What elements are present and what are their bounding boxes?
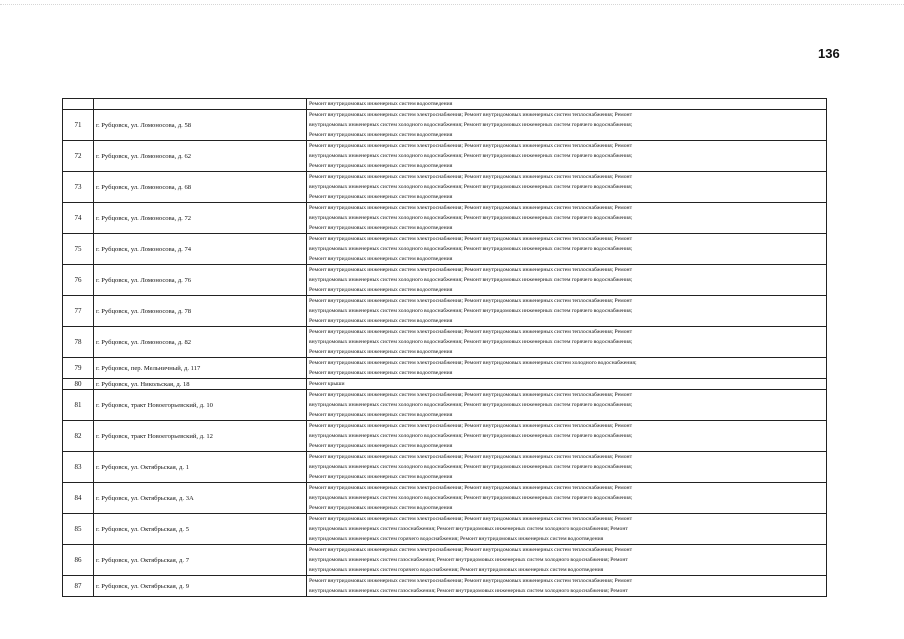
table-row	[63, 421, 827, 452]
work-line: Ремонт внутридомовых инженерных систем водоотведения	[309, 225, 453, 231]
work-line: Ремонт внутридомовых инженерных систем водоотведения	[309, 101, 453, 107]
work-line: внутридомовых инженерных систем холодного водоснабжения; Ремонт внутридомовых инженерных систем горячего водоснабжения;	[309, 402, 633, 408]
row-address: г. Рубцовск, тракт Новоегорьевский, д. 12	[94, 421, 307, 452]
row-number: 77	[63, 296, 94, 327]
row-address: г. Рубцовск, ул. Ломоносова, д. 58	[94, 110, 307, 141]
row-address: г. Рубцовск, ул. Никольская, д. 18	[94, 379, 307, 390]
work-line: внутридомовых инженерных систем холодного водоснабжения; Ремонт внутридомовых инженерных систем горячего водоснабжения;	[309, 339, 633, 345]
table-row	[63, 390, 827, 421]
work-line: Ремонт внутридомовых инженерных систем водоотведения	[309, 256, 453, 262]
row-work-types	[307, 327, 827, 358]
row-work-types	[307, 234, 827, 265]
work-line: внутридомовых инженерных систем холодного водоснабжения; Ремонт внутридомовых инженерных систем горячего водоснабжения;	[309, 308, 633, 314]
row-address: г. Рубцовск, ул. Октябрьская, д. 1	[94, 452, 307, 483]
work-line: внутридомовых инженерных систем холодного водоснабжения; Ремонт внутридомовых инженерных систем горячего водоснабжения;	[309, 122, 633, 128]
work-line: Ремонт внутридомовых инженерных систем водоотведения	[309, 443, 453, 449]
row-number: 80	[63, 379, 94, 390]
work-line: Ремонт крыши	[309, 381, 345, 387]
row-address: г. Рубцовск, ул. Ломоносова, д. 68	[94, 172, 307, 203]
table-body	[63, 99, 827, 597]
row-work-types	[307, 452, 827, 483]
work-line: Ремонт внутридомовых инженерных систем электроснабжения; Ремонт внутридомовых инженерных систем теплоснабжения; Ремонт	[309, 329, 633, 335]
row-number: 82	[63, 421, 94, 452]
work-line: внутридомовых инженерных систем холодного водоснабжения; Ремонт внутридомовых инженерных систем горячего водоснабжения;	[309, 433, 633, 439]
work-line: внутридомовых инженерных систем газоснабжения; Ремонт внутридомовых инженерных систем холодного водоснабжения; Ремонт	[309, 557, 628, 563]
work-line: Ремонт внутридомовых инженерных систем электроснабжения; Ремонт внутридомовых инженерных систем теплоснабжения; Ремонт	[309, 578, 633, 584]
work-line: Ремонт внутридомовых инженерных систем электроснабжения; Ремонт внутридомовых инженерных систем теплоснабжения; Ремонт	[309, 392, 633, 398]
row-work-types	[307, 576, 827, 597]
work-line: Ремонт внутридомовых инженерных систем электроснабжения; Ремонт внутридомовых инженерных систем теплоснабжения; Ремонт	[309, 298, 633, 304]
row-number: 87	[63, 576, 94, 597]
row-work-types	[307, 110, 827, 141]
work-line: внутридомовых инженерных систем горячего водоснабжения; Ремонт внутридомовых инженерных систем водоотведения	[309, 567, 604, 573]
row-number: 81	[63, 390, 94, 421]
row-number: 83	[63, 452, 94, 483]
table-row	[63, 296, 827, 327]
work-line: внутридомовых инженерных систем газоснабжения; Ремонт внутридомовых инженерных систем холодного водоснабжения; Ремонт	[309, 526, 628, 532]
row-work-types	[307, 99, 827, 110]
work-line: Ремонт внутридомовых инженерных систем электроснабжения; Ремонт внутридомовых инженерных систем теплоснабжения; Ремонт	[309, 236, 633, 242]
row-address: г. Рубцовск, ул. Ломоносова, д. 62	[94, 141, 307, 172]
row-work-types	[307, 296, 827, 327]
work-line: Ремонт внутридомовых инженерных систем водоотведения	[309, 505, 453, 511]
row-address: г. Рубцовск, ул. Ломоносова, д. 82	[94, 327, 307, 358]
work-line: внутридомовых инженерных систем холодного водоснабжения; Ремонт внутридомовых инженерных систем горячего водоснабжения;	[309, 495, 633, 501]
work-line: Ремонт внутридомовых инженерных систем водоотведения	[309, 194, 453, 200]
work-line: внутридомовых инженерных систем холодного водоснабжения; Ремонт внутридомовых инженерных систем горячего водоснабжения;	[309, 184, 633, 190]
table-row	[63, 99, 827, 110]
work-line: внутридомовых инженерных систем холодного водоснабжения; Ремонт внутридомовых инженерных систем горячего водоснабжения;	[309, 464, 633, 470]
work-line: Ремонт внутридомовых инженерных систем электроснабжения; Ремонт внутридомовых инженерных систем теплоснабжения; Ремонт	[309, 112, 633, 118]
table-row	[63, 452, 827, 483]
table-row	[63, 545, 827, 576]
row-work-types	[307, 514, 827, 545]
work-line: Ремонт внутридомовых инженерных систем электроснабжения; Ремонт внутридомовых инженерных систем теплоснабжения; Ремонт	[309, 485, 633, 491]
row-address: г. Рубцовск, ул. Ломоносова, д. 76	[94, 265, 307, 296]
scan-top-edge	[0, 4, 904, 7]
work-line: Ремонт внутридомовых инженерных систем водоотведения	[309, 474, 453, 480]
work-line: Ремонт внутридомовых инженерных систем водоотведения	[309, 370, 453, 376]
work-line: Ремонт внутридомовых инженерных систем водоотведения	[309, 287, 453, 293]
row-number: 79	[63, 358, 94, 379]
row-work-types	[307, 358, 827, 379]
row-address: г. Рубцовск, ул. Октябрьская, д. 7	[94, 545, 307, 576]
row-number: 74	[63, 203, 94, 234]
row-work-types	[307, 379, 827, 390]
work-line: внутридомовых инженерных систем холодного водоснабжения; Ремонт внутридомовых инженерных систем горячего водоснабжения;	[309, 215, 633, 221]
row-number: 85	[63, 514, 94, 545]
work-line: Ремонт внутридомовых инженерных систем электроснабжения; Ремонт внутридомовых инженерных систем теплоснабжения; Ремонт	[309, 516, 633, 522]
work-line: внутридомовых инженерных систем газоснабжения; Ремонт внутридомовых инженерных систем холодного водоснабжения; Ремонт	[309, 588, 628, 594]
row-number: 71	[63, 110, 94, 141]
table-row	[63, 483, 827, 514]
row-address: г. Рубцовск, ул. Ломоносова, д. 74	[94, 234, 307, 265]
table-row	[63, 358, 827, 379]
row-work-types	[307, 390, 827, 421]
row-address: г. Рубцовск, тракт Новоегорьевский, д. 10	[94, 390, 307, 421]
table-row	[63, 203, 827, 234]
row-number: 72	[63, 141, 94, 172]
work-line: Ремонт внутридомовых инженерных систем электроснабжения; Ремонт внутридомовых инженерных систем теплоснабжения; Ремонт	[309, 454, 633, 460]
row-work-types	[307, 172, 827, 203]
row-address: г. Рубцовск, пер. Мельничный, д. 117	[94, 358, 307, 379]
table-row	[63, 141, 827, 172]
row-number	[63, 99, 94, 110]
row-number: 73	[63, 172, 94, 203]
table-row	[63, 514, 827, 545]
work-line: Ремонт внутридомовых инженерных систем электроснабжения; Ремонт внутридомовых инженерных систем теплоснабжения; Ремонт	[309, 143, 633, 149]
work-line: Ремонт внутридомовых инженерных систем водоотведения	[309, 412, 453, 418]
work-line: Ремонт внутридомовых инженерных систем электроснабжения; Ремонт внутридомовых инженерных систем теплоснабжения; Ремонт	[309, 423, 633, 429]
work-line: Ремонт внутридомовых инженерных систем электроснабжения; Ремонт внутридомовых инженерных систем теплоснабжения; Ремонт	[309, 174, 633, 180]
row-work-types	[307, 203, 827, 234]
row-number: 75	[63, 234, 94, 265]
work-line: внутридомовых инженерных систем холодного водоснабжения; Ремонт внутридомовых инженерных систем горячего водоснабжения;	[309, 246, 633, 252]
row-work-types	[307, 545, 827, 576]
row-address: г. Рубцовск, ул. Октябрьская, д. 5	[94, 514, 307, 545]
work-line: Ремонт внутридомовых инженерных систем электроснабжения; Ремонт внутридомовых инженерных систем холодного водоснабжения;	[309, 360, 637, 366]
row-number: 76	[63, 265, 94, 296]
row-number: 86	[63, 545, 94, 576]
work-line: внутридомовых инженерных систем холодного водоснабжения; Ремонт внутридомовых инженерных систем горячего водоснабжения;	[309, 277, 633, 283]
row-address: г. Рубцовск, ул. Ломоносова, д. 78	[94, 296, 307, 327]
work-line: Ремонт внутридомовых инженерных систем водоотведения	[309, 349, 453, 355]
row-number: 84	[63, 483, 94, 514]
work-line: Ремонт внутридомовых инженерных систем электроснабжения; Ремонт внутридомовых инженерных систем теплоснабжения; Ремонт	[309, 267, 633, 273]
work-line: Ремонт внутридомовых инженерных систем электроснабжения; Ремонт внутридомовых инженерных систем теплоснабжения; Ремонт	[309, 547, 633, 553]
row-work-types	[307, 421, 827, 452]
row-work-types	[307, 141, 827, 172]
work-line: Ремонт внутридомовых инженерных систем электроснабжения; Ремонт внутридомовых инженерных систем теплоснабжения; Ремонт	[309, 205, 633, 211]
table-row	[63, 379, 827, 390]
work-line: внутридомовых инженерных систем холодного водоснабжения; Ремонт внутридомовых инженерных систем горячего водоснабжения;	[309, 153, 633, 159]
table-row	[63, 265, 827, 296]
row-work-types	[307, 483, 827, 514]
row-number: 78	[63, 327, 94, 358]
row-address	[94, 99, 307, 110]
work-line: Ремонт внутридомовых инженерных систем водоотведения	[309, 318, 453, 324]
table-row	[63, 327, 827, 358]
work-line: внутридомовых инженерных систем горячего водоснабжения; Ремонт внутридомовых инженерных систем водоотведения	[309, 536, 604, 542]
row-address: г. Рубцовск, ул. Октябрьская, д. 9	[94, 576, 307, 597]
table-row	[63, 172, 827, 203]
table-row	[63, 234, 827, 265]
table-row	[63, 110, 827, 141]
row-address: г. Рубцовск, ул. Октябрьская, д. 3А	[94, 483, 307, 514]
table-row	[63, 576, 827, 597]
work-line: Ремонт внутридомовых инженерных систем водоотведения	[309, 163, 453, 169]
row-address: г. Рубцовск, ул. Ломоносова, д. 72	[94, 203, 307, 234]
repair-register-table	[62, 98, 827, 597]
page-number: 136	[818, 46, 840, 61]
work-line: Ремонт внутридомовых инженерных систем водоотведения	[309, 132, 453, 138]
row-work-types	[307, 265, 827, 296]
